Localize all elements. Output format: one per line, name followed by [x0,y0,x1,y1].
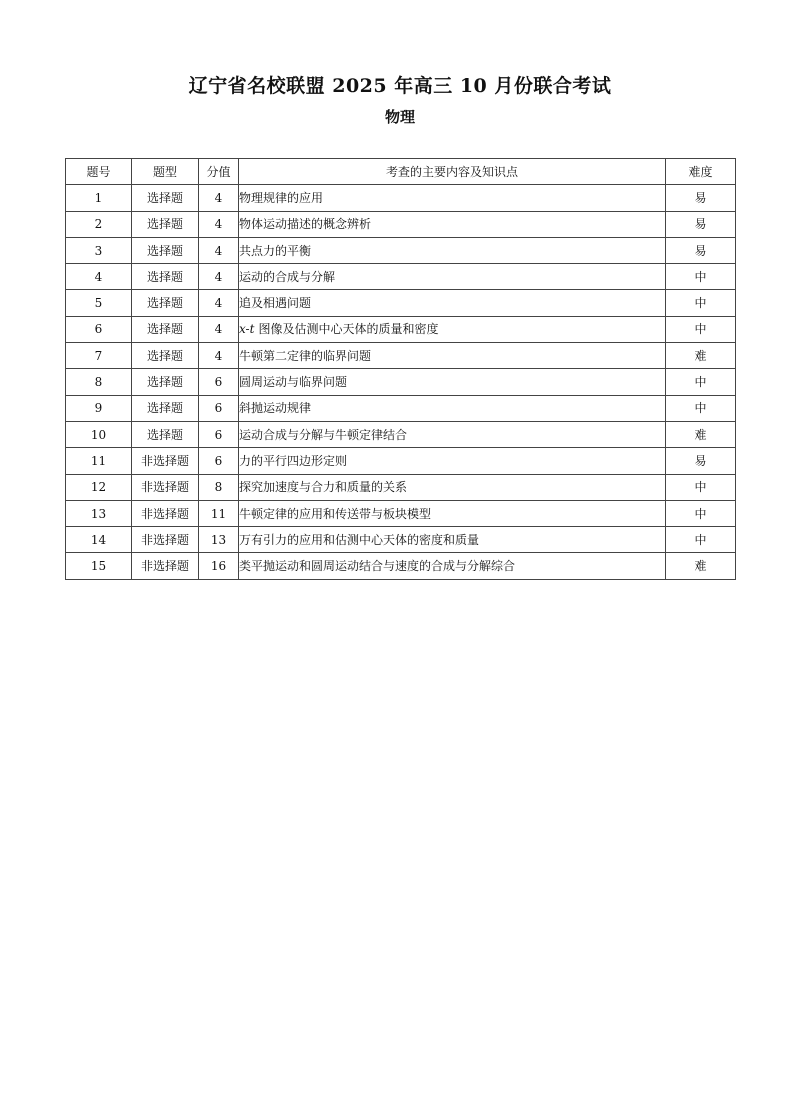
question-number: 13 [66,500,132,526]
table-row [66,343,736,369]
question-content: 物理规律的应用 [239,185,666,211]
question-score: 8 [199,474,239,500]
question-content: 运动合成与分解与牛顿定律结合 [239,421,666,447]
table-row [66,500,736,526]
exam-title: 辽宁省名校联盟 2025 年高三 10 月份联合考试 [188,75,612,97]
question-content: 运动的合成与分解 [239,264,666,290]
column-header-content: 考查的主要内容及知识点 [239,159,666,185]
question-type: 选择题 [132,211,199,237]
question-number: 5 [66,290,132,316]
question-number: 9 [66,395,132,421]
question-type: 选择题 [132,395,199,421]
question-content: 牛顿第二定律的临界问题 [239,343,666,369]
table-row [66,290,736,316]
question-number: 6 [66,316,132,342]
question-score: 11 [199,500,239,526]
question-score: 16 [199,553,239,579]
question-score: 6 [199,421,239,447]
subject-title: 物理 [384,108,415,126]
question-type: 选择题 [132,290,199,316]
question-content: 类平抛运动和圆周运动结合与速度的合成与分解综合 [239,553,666,579]
question-type: 选择题 [132,185,199,211]
question-difficulty: 中 [666,369,736,395]
question-score: 4 [199,264,239,290]
question-difficulty: 易 [666,237,736,263]
column-header-difficulty: 难度 [666,159,736,185]
question-difficulty: 中 [666,290,736,316]
table-row [66,395,736,421]
question-content-cell [239,316,666,342]
question-type: 非选择题 [132,527,199,553]
question-difficulty: 难 [666,421,736,447]
question-score: 4 [199,237,239,263]
table-row [66,448,736,474]
table-row [66,474,736,500]
question-difficulty: 中 [666,527,736,553]
question-content: 圆周运动与临界问题 [239,369,666,395]
question-type: 选择题 [132,237,199,263]
question-number: 2 [66,211,132,237]
question-number: 11 [66,448,132,474]
question-type: 非选择题 [132,500,199,526]
question-number: 14 [66,527,132,553]
table-row [66,237,736,263]
question-difficulty: 难 [666,343,736,369]
table-row [66,421,736,447]
table-row [66,264,736,290]
question-content: 探究加速度与合力和质量的关系 [239,474,666,500]
question-difficulty: 易 [666,185,736,211]
question-content: 牛顿定律的应用和传送带与板块模型 [239,500,666,526]
question-content: 图像及估测中心天体的质量和密度 [258,322,439,337]
table-row [66,316,736,342]
question-type: 选择题 [132,369,199,395]
question-score: 4 [199,343,239,369]
question-score: 6 [199,369,239,395]
question-type: 非选择题 [132,553,199,579]
table-header-row [66,159,736,185]
question-number: 7 [66,343,132,369]
question-difficulty: 易 [666,211,736,237]
exam-spec-table [65,158,736,580]
question-content: 斜抛运动规律 [239,395,666,421]
table-row [66,527,736,553]
question-content: 共点力的平衡 [239,237,666,263]
question-difficulty: 难 [666,553,736,579]
question-difficulty: 中 [666,395,736,421]
column-header-score: 分值 [199,159,239,185]
question-content: 追及相遇问题 [239,290,666,316]
question-score: 13 [199,527,239,553]
table-row [66,185,736,211]
question-type: 选择题 [132,316,199,342]
question-type: 选择题 [132,343,199,369]
question-content: 物体运动描述的概念辨析 [239,211,666,237]
table-row [66,369,736,395]
question-number: 10 [66,421,132,447]
math-xt-label: x-t [239,322,255,337]
question-number: 4 [66,264,132,290]
question-number: 3 [66,237,132,263]
question-content: 万有引力的应用和估测中心天体的密度和质量 [239,527,666,553]
table-row [66,211,736,237]
table-row [66,553,736,579]
question-number: 8 [66,369,132,395]
question-number: 1 [66,185,132,211]
column-header-type: 题型 [132,159,199,185]
question-difficulty: 中 [666,474,736,500]
question-score: 4 [199,185,239,211]
question-difficulty: 中 [666,316,736,342]
question-type: 选择题 [132,264,199,290]
question-content: 力的平行四边形定则 [239,448,666,474]
question-score: 4 [199,290,239,316]
question-difficulty: 中 [666,264,736,290]
question-score: 4 [199,316,239,342]
question-type: 非选择题 [132,448,199,474]
question-number: 12 [66,474,132,500]
question-difficulty: 中 [666,500,736,526]
column-header-number: 题号 [66,159,132,185]
question-score: 6 [199,448,239,474]
question-type: 选择题 [132,421,199,447]
question-type: 非选择题 [132,474,199,500]
question-score: 4 [199,211,239,237]
question-difficulty: 易 [666,448,736,474]
question-score: 6 [199,395,239,421]
question-number: 15 [66,553,132,579]
